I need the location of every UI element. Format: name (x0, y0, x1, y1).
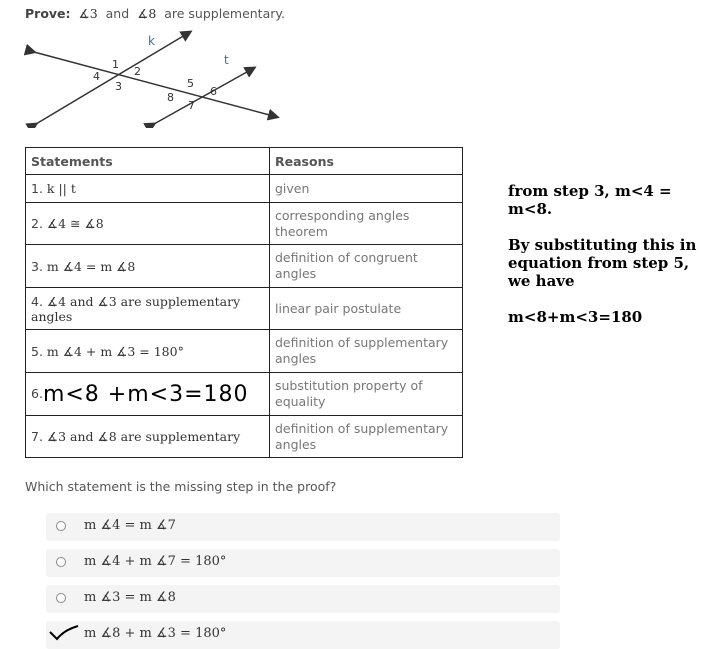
statements-header: Statements (26, 148, 270, 175)
step-number: 1. (31, 181, 43, 196)
step-reason: definition of supplementary angles (270, 416, 463, 458)
step-number: 6. (31, 385, 43, 401)
step-reason: corresponding angles theorem (270, 203, 463, 245)
answer-option-2[interactable] (46, 549, 560, 577)
step-reason: given (270, 175, 463, 203)
step-reason: definition of supplementary angles (270, 330, 463, 373)
angle-label-8: 8 (167, 91, 174, 104)
handwritten-answer: m<8 +m<3=180 (42, 381, 249, 407)
angle-label-5: 5 (187, 77, 194, 90)
checkmark-icon (48, 624, 80, 642)
proof-row (26, 245, 463, 288)
prove-tail: are supplementary. (164, 6, 285, 21)
option-text: m ∡3 = m ∡8 (84, 590, 176, 605)
prove-statement (25, 6, 285, 21)
proof-row (26, 330, 463, 373)
explanation-step-ref: from step 3, m<4 = m<8. (508, 182, 672, 218)
angle-label-2: 2 (134, 65, 141, 78)
angle-label-1: 1 (112, 58, 119, 71)
option-text: m ∡8 + m ∡3 = 180° (84, 626, 227, 641)
step-statement: ∡4 ≅ ∡8 (46, 216, 104, 231)
proof-row (26, 203, 463, 245)
label-k: k (148, 34, 155, 48)
proof-row (26, 288, 463, 330)
radio-button[interactable] (56, 521, 66, 531)
step-statement: k || t (46, 181, 76, 196)
step-statement: ∡3 and ∡8 are supplementary (46, 429, 241, 444)
step-reason: definition of congruent angles (270, 245, 463, 288)
step-number: 3. (31, 258, 43, 274)
angle-label-6: 6 (210, 85, 217, 98)
reasons-header: Reasons (270, 148, 463, 175)
step-statement: m ∡4 + m ∡3 = 180° (46, 343, 184, 359)
line-k (36, 32, 190, 124)
angle-label-7: 7 (188, 99, 195, 112)
answer-option-4[interactable] (46, 621, 560, 649)
prove-and: and (105, 6, 130, 21)
parallel-lines-diagram (22, 28, 287, 128)
step-reason: linear pair postulate (270, 288, 463, 330)
step-number: 4. (31, 293, 43, 309)
transversal-line (34, 52, 277, 117)
question-text: Which statement is the missing step in the proof? (25, 479, 337, 494)
answer-option-3[interactable] (46, 585, 560, 613)
explanation-result: m<8+m<3=180 (508, 308, 643, 326)
step-number: 5. (31, 343, 43, 359)
prove-label: Prove: (25, 6, 71, 21)
step-statement: m ∡4 = m ∡8 (46, 258, 136, 274)
step-number: 2. (31, 216, 43, 231)
label-t: t (224, 53, 229, 67)
angle-label-3: 3 (115, 80, 122, 93)
proof-row (26, 416, 463, 458)
angle-label-4: 4 (93, 70, 100, 83)
proof-row (26, 175, 463, 203)
explanation-substitution: By substituting this in equation from step 5, we have (508, 236, 697, 290)
answer-option-1[interactable] (46, 513, 560, 541)
step-statement: ∡4 and ∡3 are supplementary angles (31, 293, 241, 324)
option-text: m ∡4 = m ∡7 (84, 518, 176, 533)
proof-table (25, 147, 463, 458)
proof-header-row (26, 148, 463, 175)
proof-row (26, 373, 463, 416)
step-number: 7. (31, 429, 43, 444)
prove-angle-2: ∡8 (137, 6, 157, 21)
radio-button[interactable] (56, 557, 66, 567)
prove-angle-1: ∡3 (78, 6, 98, 21)
side-explanation (508, 182, 708, 344)
radio-button[interactable] (56, 593, 66, 603)
option-text: m ∡4 + m ∡7 = 180° (84, 554, 227, 569)
step-reason: substitution property of equality (270, 373, 463, 416)
